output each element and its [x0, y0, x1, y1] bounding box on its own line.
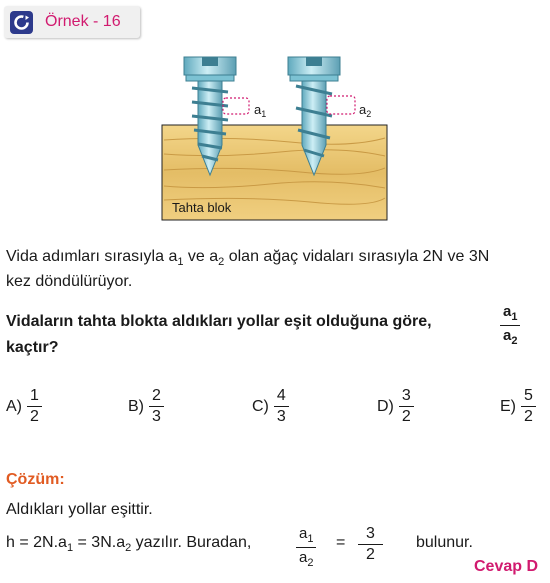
solution-line-2: $h = 2N.a_1 = 3N.a_2$ yazılır. Buradan,	[6, 534, 252, 555]
solution-equals: =	[336, 534, 346, 551]
option-e[interactable]: E) $\frac{5}{2}$	[500, 388, 536, 425]
question-fraction: $\frac{a_1}{a_2}$	[500, 304, 520, 347]
solution-fraction-2: $\frac{3}{2}$	[358, 526, 383, 563]
question-line-1: Vida adımları sırasıyla $a_1$ ve $a_2$ olan ağaç vidaları sırasıyla 2N ve 3N	[6, 248, 490, 269]
example-badge	[4, 6, 140, 38]
question-line-2: kez döndülürüyor.	[6, 273, 133, 290]
label-a2: a	[359, 102, 367, 117]
option-d[interactable]: D) $\frac{3}{2}$	[377, 388, 414, 425]
svg-text:a1	[254, 102, 266, 119]
solution-line-2-end: bulunur.	[416, 534, 473, 551]
label-a2-sub: 2	[366, 109, 372, 119]
question-bold-line-2: kaçtır?	[6, 339, 59, 356]
svg-text:a2	[359, 102, 371, 119]
example-title: Örnek - 16	[45, 13, 121, 30]
refresh-icon	[10, 11, 33, 34]
solution-fraction-1: $\frac{a_1}{a_2}$	[296, 526, 316, 569]
solution-line-1: Aldıkları yollar eşittir.	[6, 501, 153, 518]
label-a1-sub: 1	[261, 109, 267, 119]
solution-title: Çözüm:	[6, 471, 65, 488]
screw-figure	[150, 50, 400, 222]
block-label: Tahta blok	[172, 200, 232, 215]
option-a[interactable]: A) $\frac{1}{2}$	[6, 388, 42, 425]
question-bold-line-1: Vidaların tahta blokta aldıkları yollar eşit olduğuna göre,	[6, 313, 432, 330]
answer-label: Cevap D	[474, 558, 539, 575]
label-a1: a	[254, 102, 262, 117]
option-b[interactable]: B) $\frac{2}{3}$	[128, 388, 164, 425]
option-c[interactable]: C) $\frac{4}{3}$	[252, 388, 289, 425]
